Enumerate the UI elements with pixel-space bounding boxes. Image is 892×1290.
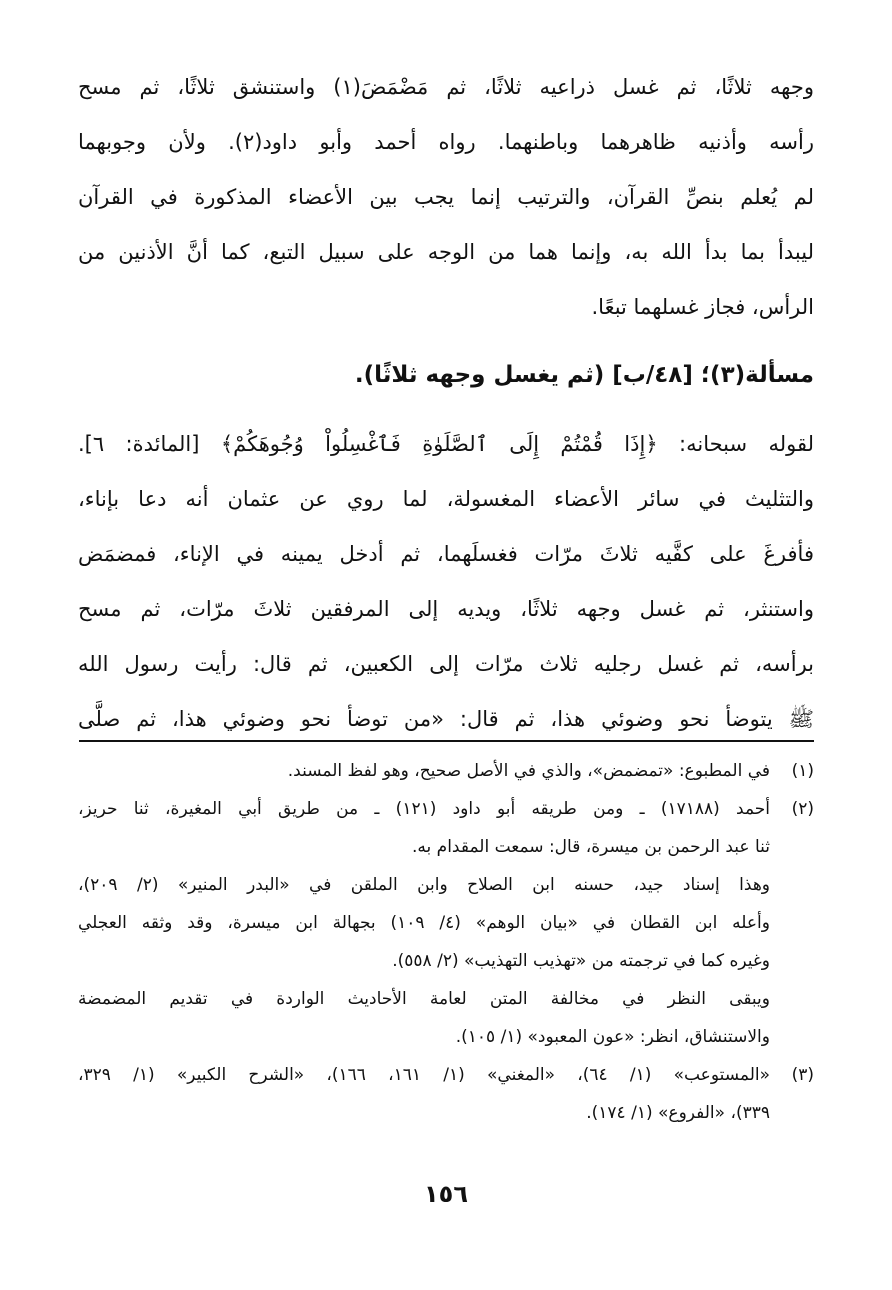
footnote-number: (٢): [791, 799, 814, 819]
text-line: واستنثر، ثم غسل وجهه ثلاثًا، ويديه إلى المرفقين ثلاثَ مرّات، ثم مسح: [78, 597, 814, 621]
footnote-number: (١): [791, 761, 814, 781]
footnote-line: وهذا إسناد جيد، حسنه ابن الصلاح وابن الملقن في «البدر المنير» (٢/ ٢٠٩)،: [78, 875, 770, 895]
text-line: لقوله سبحانه: ﴿إِذَا قُمْتُمْ إِلَى ٱلصَّلَوٰةِ فَٱغْسِلُواْ وُجُوهَكُمْ﴾ [المائدة: ٦].: [78, 432, 814, 456]
footnote-number: (٣): [791, 1065, 814, 1085]
footnote-line: ثنا عبد الرحمن بن ميسرة، قال: سمعت المقدام به.: [412, 837, 770, 857]
footnote-text: «المستوعب» (١/ ٦٤)، «المغني» (١/ ١٦١، ١٦٦)، «الشرح الكبير» (١/ ٣٢٩،: [78, 1065, 771, 1085]
footnote-2: [78, 790, 814, 828]
footnote-line: ٣٣٩)، «الفروع» (١/ ١٧٤).: [586, 1103, 770, 1123]
text-line: رأسه وأذنيه ظاهرهما وباطنهما. رواه أحمد وأبو داود(٢). ولأن وجوبهما: [78, 130, 814, 154]
footnote-line: وغيره كما في ترجمته من «تهذيب التهذيب» (٢/ ٥٥٨).: [392, 951, 770, 971]
footnote-text: أحمد (١٧١٨٨) ـ ومن طريقه أبو داود (١٢١) ـ من طريق أبي المغيرة، ثنا حريز،: [78, 799, 771, 819]
text-line: برأسه، ثم غسل رجليه ثلاث مرّات إلى الكعبين، ثم قال: رأيت رسول الله: [78, 652, 814, 676]
text-line: لم يُعلم بنصِّ القرآن، والترتيب إنما يجب بين الأعضاء المذكورة في القرآن: [78, 185, 814, 209]
text-line: ليبدأ بما بدأ الله به، وإنما هما من الوجه على سبيل التبع، كما أنَّ الأذنين من: [78, 240, 814, 264]
section-heading: مسألة(٣)؛ [٤٨/ب] (ثم يغسل وجهه ثلاثًا).: [354, 362, 814, 388]
footnote-line: والاستنشاق، انظر: «عون المعبود» (١/ ١٠٥).: [455, 1027, 770, 1047]
text-line: والتثليث في سائر الأعضاء المغسولة، لما روي عن عثمان أنه دعا بإناء،: [78, 487, 814, 511]
text-line: فأفرغَ على كفَّيه ثلاثَ مرّات فغسلَهما، ثم أدخل يمينه في الإناء، فمضمَض: [78, 542, 814, 566]
footnote-line: ويبقى النظر في مخالفة المتن لعامة الأحاديث الواردة في تقديم المضمضة: [78, 989, 770, 1009]
text-line: الرأس، فجاز غسلهما تبعًا.: [591, 295, 814, 319]
main-text: [78, 60, 814, 747]
footnote-line: وأعله ابن القطان في «بيان الوهم» (٤/ ١٠٩) بجهالة ابن ميسرة، وقد وثقه العجلي: [78, 913, 770, 933]
page-number: ١٥٦: [424, 1180, 468, 1208]
text-line: ﷺ يتوضأ نحو وضوئي هذا، ثم قال: «من توضأ نحو وضوئي هذا، ثم صلَّى: [78, 707, 814, 731]
footnote-divider: [79, 740, 814, 742]
footnote-text: في المطبوع: «تمضمض»، والذي في الأصل صحيح، وهو لفظ المسند.: [287, 761, 770, 781]
footnotes: [78, 752, 814, 1132]
text-line: وجهه ثلاثًا، ثم غسل ذراعيه ثلاثًا، ثم مَضْمَضَ(١) واستنشق ثلاثًا، ثم مسح: [78, 75, 814, 99]
footnote-1: [78, 752, 814, 790]
footnote-3: [78, 1056, 814, 1094]
